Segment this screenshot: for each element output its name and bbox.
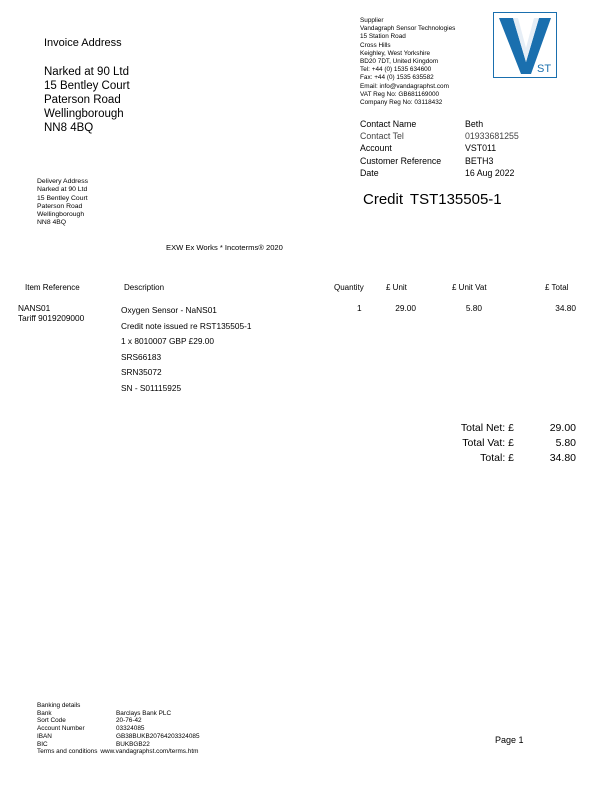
page-number: Page 1 — [495, 735, 524, 745]
supplier-line: Email: info@vandagraphst.com — [360, 82, 449, 90]
item-description-line: SRS66183 — [121, 351, 162, 362]
item-reference-line: NANS01 — [18, 303, 51, 313]
contact-value: 01933681255 — [465, 131, 519, 142]
item-description-line: SRN35072 — [121, 367, 162, 377]
item-description — [121, 303, 252, 396]
banking-value: GB38BUKB20764203324085 — [116, 732, 200, 740]
banking-label: Sort Code — [37, 717, 66, 725]
supplier-line: Cross Hills — [360, 41, 391, 49]
item-quantity: 1 — [357, 303, 362, 313]
delivery-address-line: Paterson Road — [37, 202, 83, 210]
invoice-address-line: 15 Bentley Court — [44, 80, 130, 92]
contact-value: BETH3 — [465, 155, 494, 166]
banking-value: 20-76-42 — [116, 717, 142, 725]
invoice-address-title: Invoice Address — [44, 37, 122, 49]
supplier-line: Supplier — [360, 17, 384, 24]
contact-value: Beth — [465, 119, 484, 129]
banking-row — [37, 741, 200, 749]
totals-row — [440, 421, 576, 436]
banking-label: IBAN — [37, 732, 52, 740]
delivery-address-line: Narked at 90 Ltd — [37, 186, 88, 194]
totals-row — [440, 436, 576, 451]
supplier-block — [360, 17, 455, 107]
supplier-line: Tel: +44 (0) 1535 634600 — [360, 66, 432, 74]
supplier-line: 15 Station Road — [360, 33, 406, 41]
banking-row — [37, 725, 200, 733]
contact-row — [360, 143, 519, 155]
banking-label: BIC — [37, 740, 48, 748]
contact-row — [360, 168, 519, 180]
contact-label: Account — [360, 143, 392, 154]
header-total: £ Total — [545, 283, 569, 292]
header-quantity: Quantity — [334, 283, 364, 292]
supplier-line: Keighley, West Yorkshire — [360, 49, 431, 57]
supplier-line: Vandagraph Sensor Technologies — [360, 25, 456, 33]
supplier-line: VAT Reg No: GB681169000 — [360, 90, 440, 98]
item-unit-vat: 5.80 — [465, 303, 482, 313]
total-net-value: 29.00 — [549, 422, 576, 434]
contact-label: Customer Reference — [360, 155, 442, 166]
contact-row — [360, 131, 519, 143]
contact-value: 16 Aug 2022 — [465, 167, 515, 178]
banking-row — [37, 717, 200, 725]
item-unit-price: 29.00 — [395, 303, 416, 313]
total-vat-label: Total Vat: £ — [462, 437, 514, 449]
supplier-line: Fax: +44 (0) 1535 635582 — [360, 74, 434, 82]
delivery-address — [37, 178, 88, 228]
item-reference-line: Tariff 9019209000 — [18, 313, 85, 323]
invoice-address-line: Narked at 90 Ltd — [44, 66, 130, 78]
banking-row — [37, 733, 200, 741]
item-description-line: Oxygen Sensor - NaNS01 — [121, 305, 217, 315]
contact-row — [360, 119, 519, 131]
delivery-terms: EXW Ex Works * Incoterms® 2020 — [166, 243, 283, 252]
contact-details — [360, 119, 519, 180]
banking-row — [37, 748, 200, 756]
header-item-reference: Item Reference — [25, 283, 80, 292]
total-net-label: Total Net: £ — [460, 422, 514, 434]
supplier-line: Company Reg No: 03118432 — [360, 99, 443, 107]
banking-row — [37, 710, 200, 718]
company-logo — [493, 12, 557, 78]
contact-label: Date — [360, 167, 379, 178]
header-unit: £ Unit — [386, 283, 407, 292]
total-label: Total: £ — [480, 452, 514, 464]
invoice-address-line: NN8 4BQ — [44, 122, 94, 134]
delivery-address-line: Wellingborough — [37, 211, 85, 219]
totals-block — [440, 421, 576, 466]
delivery-address-line: 15 Bentley Court — [37, 194, 88, 202]
banking-value: BUKBGB22 — [116, 740, 150, 748]
header-unit-vat: £ Unit Vat — [452, 283, 487, 292]
contact-row — [360, 156, 519, 168]
supplier-line: BD20 7DT, United Kingdom — [360, 58, 439, 66]
banking-label: Terms and conditions — [37, 748, 98, 756]
invoice-address — [44, 65, 130, 135]
item-description-line: SN - S01115925 — [121, 382, 182, 393]
credit-number: Credit TST135505-1 — [363, 191, 502, 208]
contact-value: VST011 — [465, 143, 497, 154]
banking-label: Account Number — [37, 725, 85, 733]
total-value: 34.80 — [549, 452, 576, 464]
banking-details — [37, 702, 200, 756]
delivery-address-line: NN8 4BQ — [37, 219, 67, 227]
contact-label: Contact Name — [360, 119, 417, 129]
item-reference — [18, 303, 84, 323]
total-vat-value: 5.80 — [555, 437, 576, 449]
item-total: 34.80 — [555, 303, 576, 313]
banking-title: Banking details — [37, 702, 81, 709]
banking-label: Bank — [37, 709, 52, 717]
delivery-address-line: Delivery Address — [37, 178, 88, 185]
totals-row — [440, 451, 576, 466]
invoice-address-line: Paterson Road — [44, 94, 121, 106]
terms-link[interactable]: www.vandagraphst.com/terms.htm — [100, 748, 199, 756]
banking-value: Barclays Bank PLC — [116, 709, 172, 717]
invoice-address-line: Wellingborough — [44, 108, 124, 120]
item-description-line: 1 x 8010007 GBP £29.00 — [121, 336, 215, 346]
contact-label: Contact Tel — [360, 131, 404, 142]
item-description-line: Credit note issued re RST135505-1 — [121, 320, 252, 331]
header-description: Description — [124, 283, 165, 292]
banking-value: 03324085 — [116, 725, 145, 733]
logo-text: ST — [537, 63, 552, 75]
